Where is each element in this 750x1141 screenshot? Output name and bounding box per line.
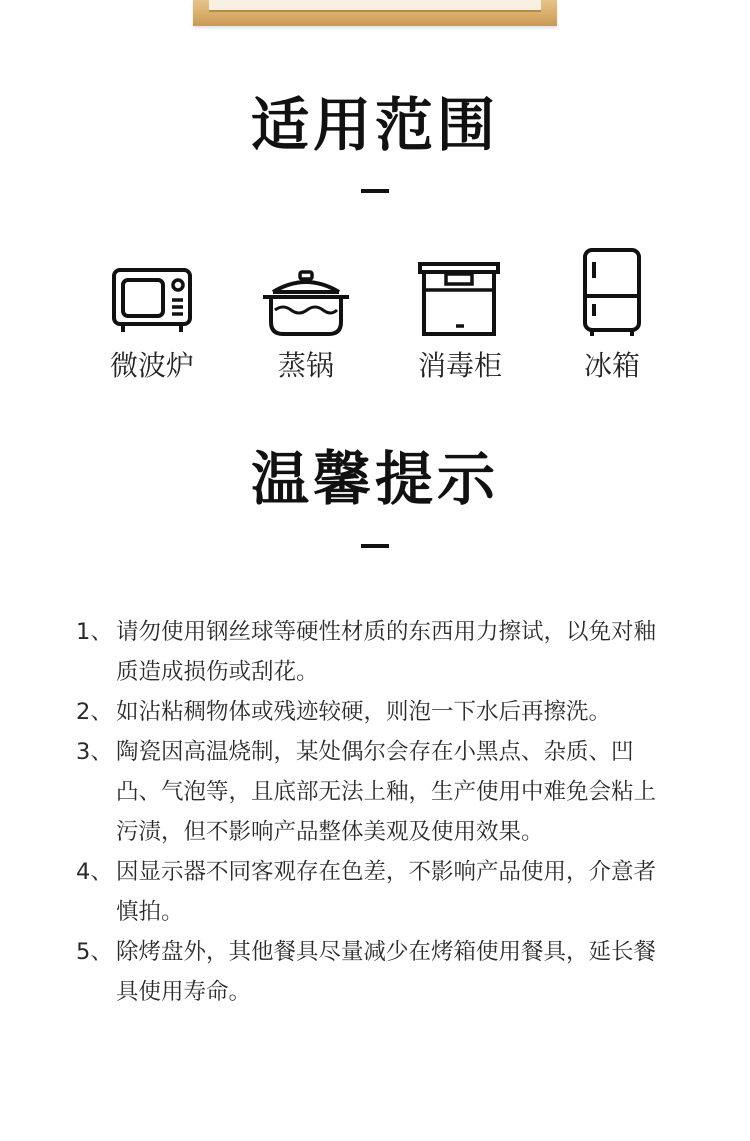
tip-text: 除烤盘外，其他餐具尽量减少在烤箱使用餐具，延长餐具使用寿命。 xyxy=(116,939,657,1005)
wooden-frame-image xyxy=(193,0,557,26)
usage-item-fridge xyxy=(537,248,687,380)
tip-text: 因显示器不同客观存在色差，不影响产品使用，介意者慎拍。 xyxy=(116,859,657,925)
microwave-icon xyxy=(109,248,195,338)
tips-title: 温馨提示 xyxy=(250,445,499,513)
usage-item-steamer xyxy=(231,248,381,380)
refrigerator-icon xyxy=(580,248,644,338)
steamer-pot-icon xyxy=(261,248,351,338)
tip-text: 请勿使用钢丝球等硬性材质的东西用力擦试，以免对釉质造成损伤或刮花。 xyxy=(116,619,657,685)
title-divider xyxy=(361,544,389,548)
tip-item xyxy=(76,732,676,852)
usage-scope-title: 适用范围 xyxy=(250,91,499,159)
disinfection-cabinet-icon xyxy=(418,248,502,338)
tip-item xyxy=(76,932,676,1012)
usage-item-label: 消毒柜 xyxy=(417,349,502,382)
tips-list xyxy=(76,612,676,1012)
usage-item-label: 蒸锅 xyxy=(277,349,334,382)
tip-number: 1、 xyxy=(76,619,113,645)
tip-item xyxy=(76,852,676,932)
tip-number: 5、 xyxy=(76,939,113,965)
tip-item xyxy=(76,612,676,692)
tip-item xyxy=(76,692,676,732)
usage-item-label: 冰箱 xyxy=(583,349,640,382)
tip-number: 2、 xyxy=(76,699,113,725)
tip-text: 陶瓷因高温烧制，某处偶尔会存在小黑点、杂质、凹凸、气泡等，且底部无法上釉，生产使用中难免会粘上污渍，但不影响产品整体美观及使用效果。 xyxy=(116,739,657,845)
tip-number: 4、 xyxy=(76,859,113,885)
title-divider xyxy=(361,189,389,193)
tip-text: 如沾粘稠物体或残迹较硬，则泡一下水后再擦洗。 xyxy=(116,699,612,725)
usage-item-microwave xyxy=(77,248,227,380)
usage-item-label: 微波炉 xyxy=(109,349,194,382)
usage-item-cabinet xyxy=(385,248,535,380)
tip-number: 3、 xyxy=(76,739,113,765)
